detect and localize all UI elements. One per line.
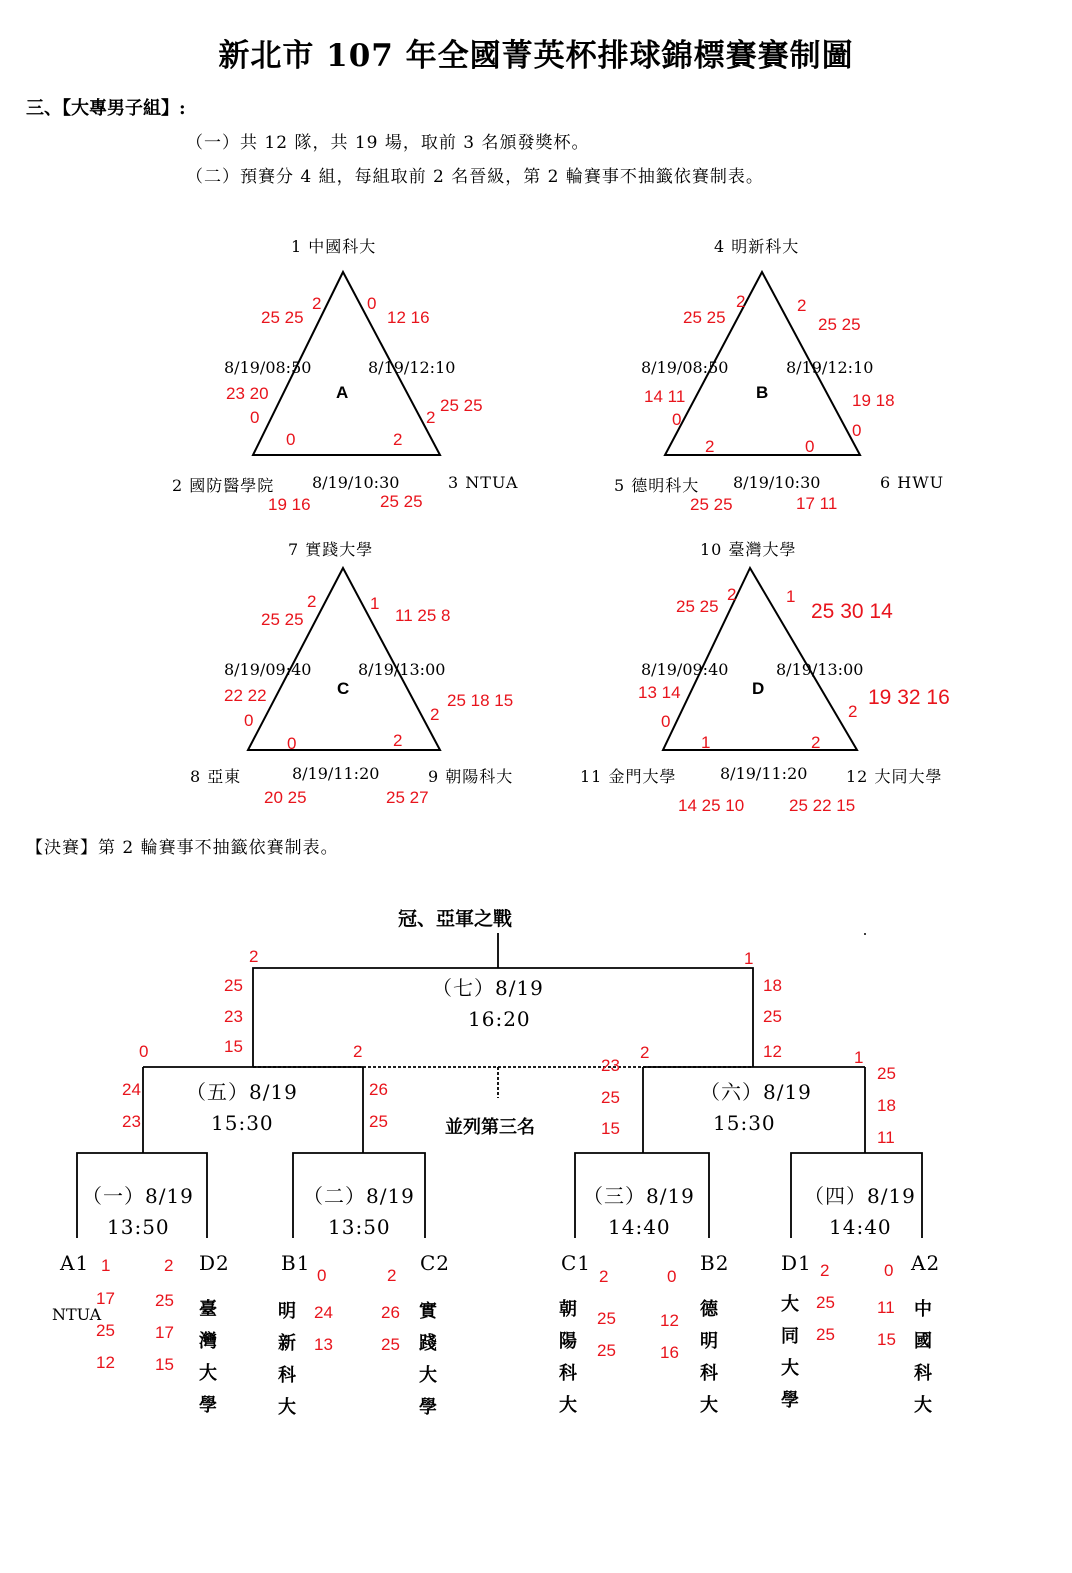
group-c-label: C xyxy=(337,679,350,698)
match5-label: （五）8/19 xyxy=(186,1080,298,1104)
score: 23 20 xyxy=(226,384,269,403)
score: 25 xyxy=(597,1309,616,1328)
rule-1: （一）共 12 隊，共 19 場，取前 3 名頒發獎杯。 xyxy=(186,133,590,153)
score: 0 xyxy=(250,408,260,427)
score: 1 xyxy=(701,733,711,752)
score: 2 xyxy=(307,592,317,611)
score: 2 xyxy=(599,1267,609,1286)
group-b-time-right: 8/19/12:10 xyxy=(786,358,874,377)
score: 25 25 xyxy=(261,308,304,327)
match4-label: （四）8/19 xyxy=(804,1184,916,1208)
group-d-label: D xyxy=(752,679,765,698)
match3-right-code: B2 xyxy=(700,1251,730,1275)
score: 25 xyxy=(816,1325,835,1344)
group-c-time-bottom: 8/19/11:20 xyxy=(292,764,380,783)
match5-time: 15:30 xyxy=(211,1111,274,1135)
group-a-time-bottom: 8/19/10:30 xyxy=(312,473,400,492)
score: 0 xyxy=(805,437,815,456)
score: 17 xyxy=(96,1289,115,1308)
match4-time: 14:40 xyxy=(829,1215,892,1239)
group-c-team-top: 7 實踐大學 xyxy=(288,540,374,559)
score: 2 xyxy=(393,430,403,449)
score: 12 xyxy=(763,1042,782,1061)
score: 2 xyxy=(640,1043,650,1062)
group-c-triangle xyxy=(248,568,440,750)
score: 20 25 xyxy=(264,788,307,807)
match3-left-name: 朝陽科大 xyxy=(559,1299,577,1416)
match1-right-code: D2 xyxy=(199,1251,230,1275)
group-b-time-left: 8/19/08:50 xyxy=(641,358,729,377)
score: 25 xyxy=(816,1293,835,1312)
score: 25 xyxy=(369,1112,388,1131)
score: 23 xyxy=(122,1112,141,1131)
score: 24 xyxy=(122,1080,141,1099)
score: 15 xyxy=(601,1119,620,1138)
score: 26 xyxy=(381,1303,400,1322)
score: 19 18 xyxy=(852,391,895,410)
score: 14 25 10 xyxy=(678,796,745,815)
score: 1 xyxy=(786,587,796,606)
score: 2 xyxy=(393,731,403,750)
match3-time: 14:40 xyxy=(608,1215,671,1239)
group-b-label: B xyxy=(756,383,769,402)
score: 15 xyxy=(877,1330,896,1349)
score: 0 xyxy=(244,711,254,730)
score: 2 xyxy=(353,1042,363,1061)
score: 1 xyxy=(101,1256,111,1275)
score: 0 xyxy=(287,734,297,753)
score: 25 25 xyxy=(380,492,423,511)
score: 2 xyxy=(387,1266,397,1285)
score: 15 xyxy=(155,1355,174,1374)
group-c-time-left: 8/19/09:40 xyxy=(224,660,312,679)
score: 13 14 xyxy=(638,683,681,702)
score: 23 xyxy=(224,1007,243,1026)
score: 22 22 xyxy=(224,686,267,705)
match1-left-name: NTUA xyxy=(52,1305,102,1324)
score: 25 xyxy=(877,1064,896,1083)
score: 24 xyxy=(314,1303,333,1322)
score: 2 xyxy=(848,702,858,721)
score: 11 xyxy=(877,1298,895,1317)
score: 0 xyxy=(661,712,671,731)
match7-label: （七）8/19 xyxy=(432,976,544,1000)
score: 0 xyxy=(884,1261,894,1280)
match2-left-name: 明新科大 xyxy=(278,1301,296,1418)
finals-header: 【決賽】第 2 輪賽事不抽籤依賽制表。 xyxy=(26,838,339,858)
score: 25 25 xyxy=(690,495,733,514)
score: 12 xyxy=(660,1311,679,1330)
score: 0 xyxy=(367,294,377,313)
section-header: 三、【大專男子組】: xyxy=(26,98,186,119)
score: 25 25 xyxy=(261,610,304,629)
group-a-team-left: 2 國防醫學院 xyxy=(172,476,275,495)
score: 2 xyxy=(727,585,737,604)
score: 1 xyxy=(854,1048,864,1067)
group-a-team-right: 3 NTUA xyxy=(448,473,519,492)
score: 0 xyxy=(317,1266,327,1285)
score: 12 xyxy=(96,1353,115,1372)
match4-right-code: A2 xyxy=(911,1251,941,1275)
group-d-time-left: 8/19/09:40 xyxy=(641,660,729,679)
match2-label: （二）8/19 xyxy=(303,1184,415,1208)
score: 16 xyxy=(660,1343,679,1362)
score: 15 xyxy=(224,1037,243,1056)
score: 11 xyxy=(877,1128,895,1147)
group-d-time-right: 8/19/13:00 xyxy=(776,660,864,679)
score: 2 xyxy=(164,1256,174,1275)
group-b-team-top: 4 明新科大 xyxy=(714,237,800,256)
match4-left-code: D1 xyxy=(781,1251,812,1275)
score: 0 xyxy=(852,421,862,440)
score: 19 16 xyxy=(268,495,311,514)
match3-left-code: C1 xyxy=(561,1251,592,1275)
group-b-team-left: 5 德明科大 xyxy=(614,476,700,495)
group-d-team-left: 11 金門大學 xyxy=(580,767,677,786)
final-title: 冠、亞軍之戰 xyxy=(398,908,513,930)
score: 25 xyxy=(155,1291,174,1310)
score: 1 xyxy=(744,949,754,968)
match1-time: 13:50 xyxy=(107,1215,170,1239)
match6-time: 15:30 xyxy=(713,1111,776,1135)
group-a-time-right: 8/19/12:10 xyxy=(368,358,456,377)
score: 18 xyxy=(877,1096,896,1115)
group-a-team-top: 1 中國科大 xyxy=(291,237,377,256)
score: 2 xyxy=(820,1261,830,1280)
match6-label: （六）8/19 xyxy=(700,1080,812,1104)
score: 25 xyxy=(601,1088,620,1107)
match7-time: 16:20 xyxy=(468,1007,531,1031)
score: 17 xyxy=(155,1323,174,1342)
match4-right-name: 中國科大 xyxy=(914,1299,932,1416)
group-c-time-right: 8/19/13:00 xyxy=(358,660,446,679)
page-title: 新北市 107 年全國菁英杯排球錦標賽賽制圖 xyxy=(218,38,854,74)
group-a-time-left: 8/19/08:50 xyxy=(224,358,312,377)
score: 12 16 xyxy=(387,308,430,327)
score: 14 11 xyxy=(644,387,686,406)
group-d-triangle xyxy=(663,568,857,750)
match2-time: 13:50 xyxy=(328,1215,391,1239)
score: 17 11 xyxy=(796,494,838,513)
score: 25 xyxy=(597,1341,616,1360)
match2-right-code: C2 xyxy=(420,1251,451,1275)
match1-right-name: 臺灣大學 xyxy=(199,1299,217,1416)
score: 2 xyxy=(426,408,436,427)
group-c-team-right: 9 朝陽科大 xyxy=(428,767,514,786)
score: 0 xyxy=(139,1042,149,1061)
score: 25 xyxy=(224,976,243,995)
score: 25 25 xyxy=(683,308,726,327)
match3-label: （三）8/19 xyxy=(583,1184,695,1208)
group-d-team-top: 10 臺灣大學 xyxy=(700,540,797,559)
score: 25 18 15 xyxy=(447,691,514,710)
match2-right-name: 實踐大學 xyxy=(419,1301,437,1418)
score: 25 27 xyxy=(386,788,429,807)
score: 0 xyxy=(286,430,296,449)
score: 13 xyxy=(314,1335,333,1354)
score: 2 xyxy=(430,705,440,724)
rule-2: （二）預賽分 4 組，每組取前 2 名晉級，第 2 輪賽事不抽籤依賽制表。 xyxy=(186,167,764,187)
score: 11 25 8 xyxy=(395,606,451,625)
score: 23 xyxy=(601,1056,620,1075)
score: 25 xyxy=(763,1007,782,1026)
score: 25 xyxy=(381,1335,400,1354)
score: 2 xyxy=(797,296,807,315)
score: 2 xyxy=(249,947,259,966)
score: 2 xyxy=(811,733,821,752)
score: 1 xyxy=(370,594,380,613)
match1-label: （一）8/19 xyxy=(82,1184,194,1208)
third-place-label: 並列第三名 xyxy=(445,1117,535,1138)
group-c-team-left: 8 亞東 xyxy=(190,767,242,786)
match1-left-code: A1 xyxy=(60,1251,90,1275)
score: 25 xyxy=(96,1321,115,1340)
score: 2 xyxy=(736,292,746,311)
score: 25 30 14 xyxy=(811,600,893,623)
match4-left-name: 大同大學 xyxy=(781,1294,799,1411)
group-b-team-right: 6 HWU xyxy=(880,473,945,492)
score: 2 xyxy=(705,437,715,456)
score: 26 xyxy=(369,1080,388,1099)
score: 0 xyxy=(667,1267,677,1286)
score: 25 22 15 xyxy=(789,796,856,815)
score: 0 xyxy=(672,410,682,429)
score: 19 32 16 xyxy=(868,686,950,709)
match3-right-name: 德明科大 xyxy=(700,1299,718,1416)
score: 25 25 xyxy=(818,315,861,334)
score: 25 25 xyxy=(676,597,719,616)
group-d-time-bottom: 8/19/11:20 xyxy=(720,764,808,783)
score: 2 xyxy=(312,294,322,313)
group-d-team-right: 12 大同大學 xyxy=(846,767,943,786)
score: 25 25 xyxy=(440,396,483,415)
match2-left-code: B1 xyxy=(281,1251,311,1275)
group-a-label: A xyxy=(336,383,349,402)
group-b-time-bottom: 8/19/10:30 xyxy=(733,473,821,492)
score: 18 xyxy=(763,976,782,995)
